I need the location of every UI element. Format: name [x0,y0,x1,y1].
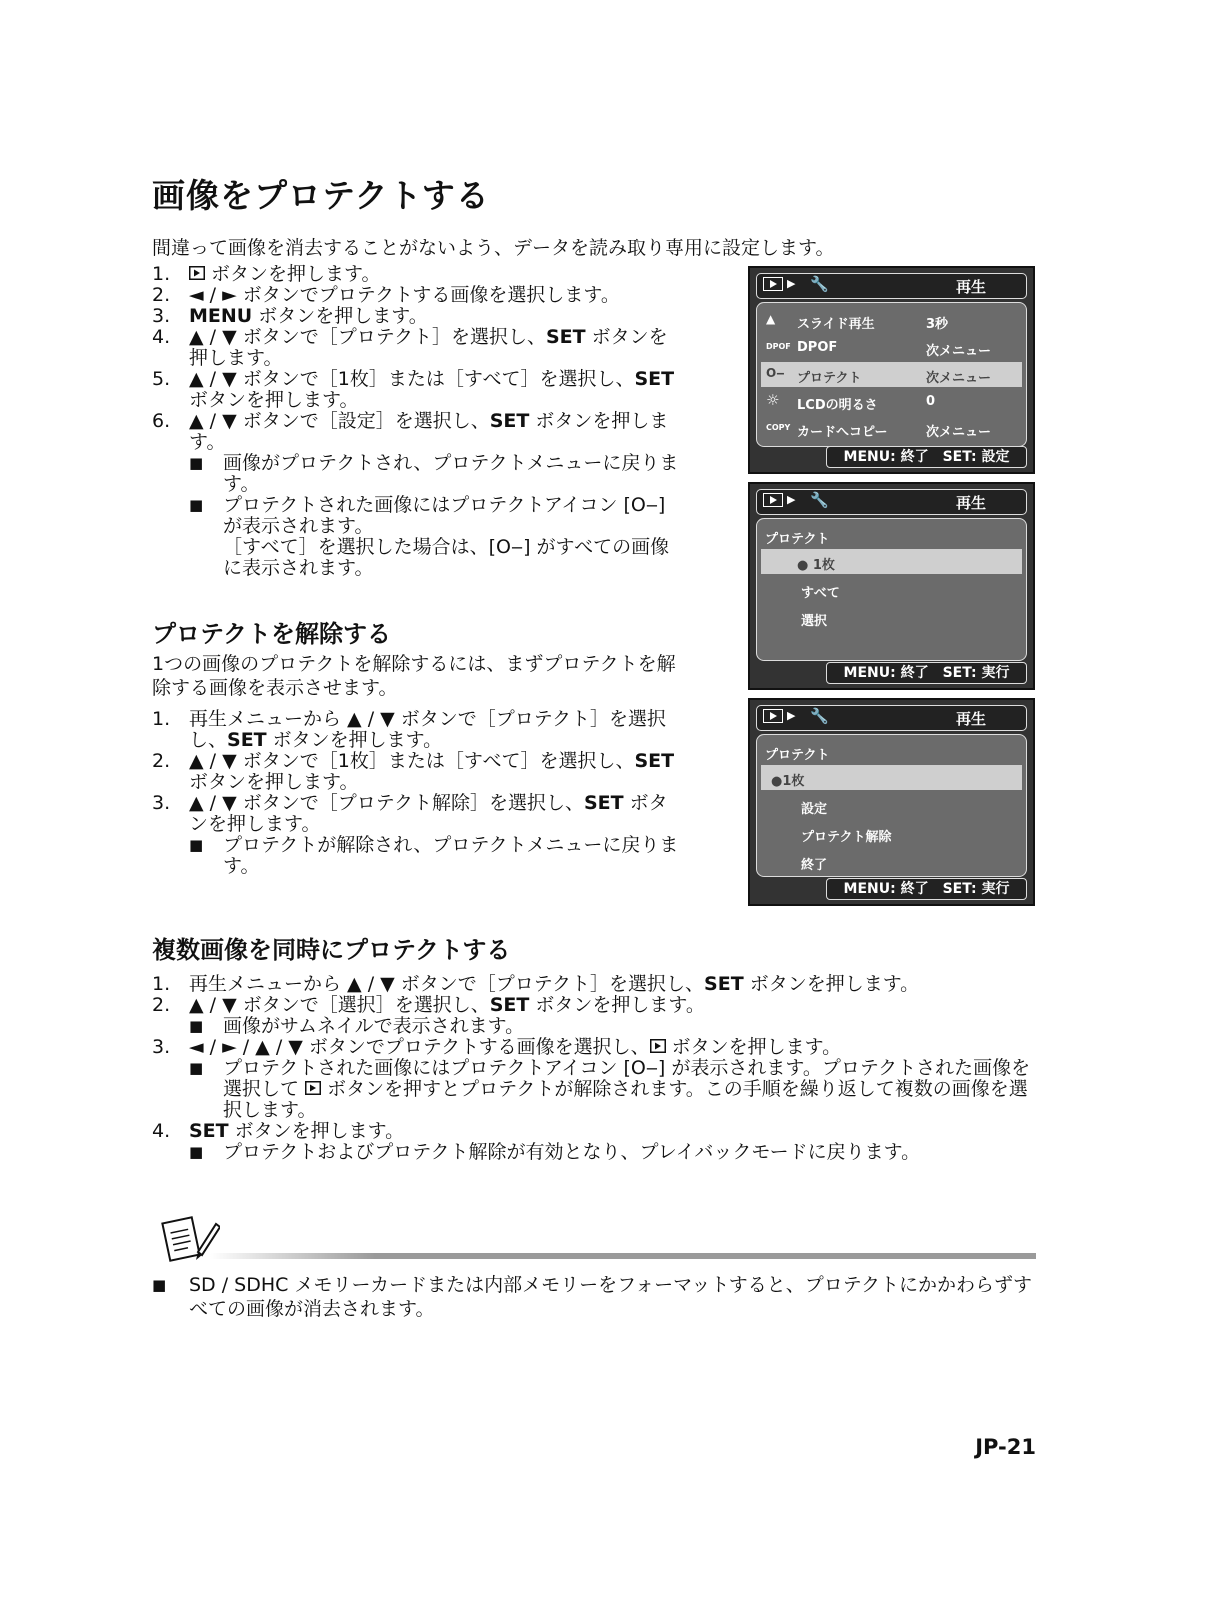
step-6-bullet-1: ■ 画像がプロテクトされ、プロテクトメニューに戻ります。 [189,452,679,495]
lcd-header: ▶ 🔧 再生 [756,705,1027,731]
menu-row-copy-to-card[interactable]: COPY カードへコピー 次メニュー [766,423,992,440]
playback-mode-icon [763,709,783,723]
lcd-header: ▶ 🔧 再生 [756,489,1027,515]
multi-protect-steps [152,974,1038,1163]
wrench-icon: 🔧 [810,275,829,293]
copy-icon: COPY [766,423,791,432]
menu-subtitle: プロテクト [765,532,830,547]
lcd-screen-protect-menu [748,482,1035,690]
lcd-screen-protect-single [748,698,1035,906]
lcd-menu-panel [756,518,1027,661]
option-exit[interactable]: 終了 [801,858,828,873]
multi-step-4-bullet: ■ プロテクトおよびプロテクト解除が有効となり、プレイバックモードに戻ります。 [189,1141,921,1163]
lcd-menu-panel [756,734,1027,877]
lcd-footer: MENU: 終了 SET: 設定 [826,446,1027,468]
option-single[interactable]: ● 1枚 [761,549,1022,574]
step-2: 2. ◄ / ► ボタンでプロテクトする画像を選択します。 [152,284,620,306]
unprotect-heading: プロテクトを解除する [152,620,392,648]
lcd-footer: MENU: 終了 SET: 実行 [826,662,1027,684]
lcd-header: ▶ 🔧 再生 [756,273,1027,299]
menu-subtitle: プロテクト [765,748,830,763]
arrow-right-icon: ▶ [787,493,796,506]
multi-step-2-bullet: ■ 画像がサムネイルで表示されます。 [189,1015,525,1037]
lcd-screen-playback-menu [748,266,1035,474]
multi-step-3: 3. ◄ / ► / ▲ / ▼ ボタンでプロテクトする画像を選択し、 ボタンを押します。 ■ プロテクトされた画像にはプロテクトアイコン [O‒] が表示されます。プロテクトされた画像を選択して ボタンを押すとプロテクトが解除されます。この手順を繰り返して複数の画像を選択します。 [152,1037,1038,1121]
option-all[interactable]: すべて [801,586,840,601]
unprotect-step-3: 3. ▲ / ▼ ボタンで［プロテクト解除］を選択し、SET ボタンを押します。 ■ プロテクトが解除され、プロテクトメニューに戻ります。 [152,793,682,877]
playback-mode-icon [763,493,783,507]
multi-step-2: 2. ▲ / ▼ ボタンで［選択］を選択し、SET ボタンを押します。 ■ 画像がサムネイルで表示されます。 [152,995,1038,1037]
intro-text: 間違って画像を消去することがないよう、データを読み取り専用に設定します。 [152,237,835,259]
wrench-icon: 🔧 [810,707,829,725]
unprotect-step-2: 2. ▲ / ▼ ボタンで［1枚］または［すべて］を選択し、SET ボタンを押します。 [152,750,675,793]
step-1: 1. ボタンを押します。 [152,263,381,285]
lcd-menu-panel [756,302,1027,447]
option-unprotect[interactable]: プロテクト解除 [801,830,892,845]
brightness-icon: ☼ [766,391,780,409]
step-6-bullet-2: ■ プロテクトされた画像にはプロテクトアイコン [O‒] が表示されます。 ［すべて］を選択した場合は、[O‒] がすべての画像に表示されます。 [189,494,670,579]
unprotect-intro: 1つの画像のプロテクトを解除するには、まずプロテクトを解除する画像を表示させます。 [152,653,676,699]
playback-mode-icon [763,277,783,291]
page-title: 画像をプロテクトする [152,176,490,215]
step-6: 6. ▲ / ▼ ボタンで［設定］を選択し、SET ボタンを押します。 ■ 画像がプロテクトされ、プロテクトメニューに戻ります。 ■ プロテクトされた画像にはプロテクトアイコン [O‒] が表示されます。 ［すべて］を選択した場合は、[O‒] がすべての画像に表示されます。 [152,411,682,579]
arrow-right-icon: ▶ [787,277,796,290]
menu-row-slideshow[interactable]: ▲ スライド再生 3秒 [766,312,949,332]
playback-icon [650,1037,666,1058]
unprotect-bullet: ■ プロテクトが解除され、プロテクトメニューに戻ります。 [189,834,679,877]
dpof-icon: DPOF [766,342,791,351]
menu-row-dpof[interactable]: DPOF DPOF 次メニュー [766,340,992,359]
option-set[interactable]: 設定 [801,802,828,817]
menu-row-protect[interactable]: O‒ プロテクト 次メニュー [761,362,1022,387]
protect-key-icon: O‒ [766,366,785,380]
lcd-footer: MENU: 終了 SET: 実行 [826,878,1027,900]
multi-step-1: 1. 再生メニューから ▲ / ▼ ボタンで［プロテクト］を選択し、SET ボタンを押します。 [152,973,920,995]
option-select[interactable]: 選択 [801,614,828,629]
note-bullet: ■ SD / SDHC メモリーカードまたは内部メモリーをフォーマットすると、プロテクトにかかわらずすべての画像が消去されます。 [152,1274,1033,1320]
step-4: 4. ▲ / ▼ ボタンで［プロテクト］を選択し、SET ボタンを押します。 [152,326,668,369]
step-5: 5. ▲ / ▼ ボタンで［1枚］または［すべて］を選択し、SET ボタンを押します。 [152,368,675,411]
note-text [152,1273,1038,1321]
unprotect-step-1: 1. 再生メニューから ▲ / ▼ ボタンで［プロテクト］を選択し、SET ボタンを押します。 [152,708,667,751]
protect-steps [152,264,682,579]
note-icon [160,1214,220,1272]
menu-row-lcd-brightness[interactable]: ☼ LCDの明るさ 0 [766,391,936,413]
playback-icon [189,264,205,285]
wrench-icon: 🔧 [810,491,829,509]
multi-protect-heading: 複数画像を同時にプロテクトする [152,936,511,964]
note-divider [210,1253,1036,1259]
playback-icon [305,1079,321,1100]
page-number: JP-21 [975,1435,1036,1459]
slideshow-icon: ▲ [766,312,776,326]
arrow-right-icon: ▶ [787,709,796,722]
step-3: 3. MENU ボタンを押します。 [152,305,428,327]
option-single[interactable]: ●1枚 [761,765,1022,790]
unprotect-steps [152,709,682,877]
multi-step-4: 4. SET ボタンを押します。 ■ プロテクトおよびプロテクト解除が有効となり、プレイバックモードに戻ります。 [152,1121,1038,1163]
multi-step-3-bullet: ■ プロテクトされた画像にはプロテクトアイコン [O‒] が表示されます。プロテクトされた画像を選択して ボタンを押すとプロテクトが解除されます。この手順を繰り返して複数の画像を選択します。 [189,1057,1031,1121]
